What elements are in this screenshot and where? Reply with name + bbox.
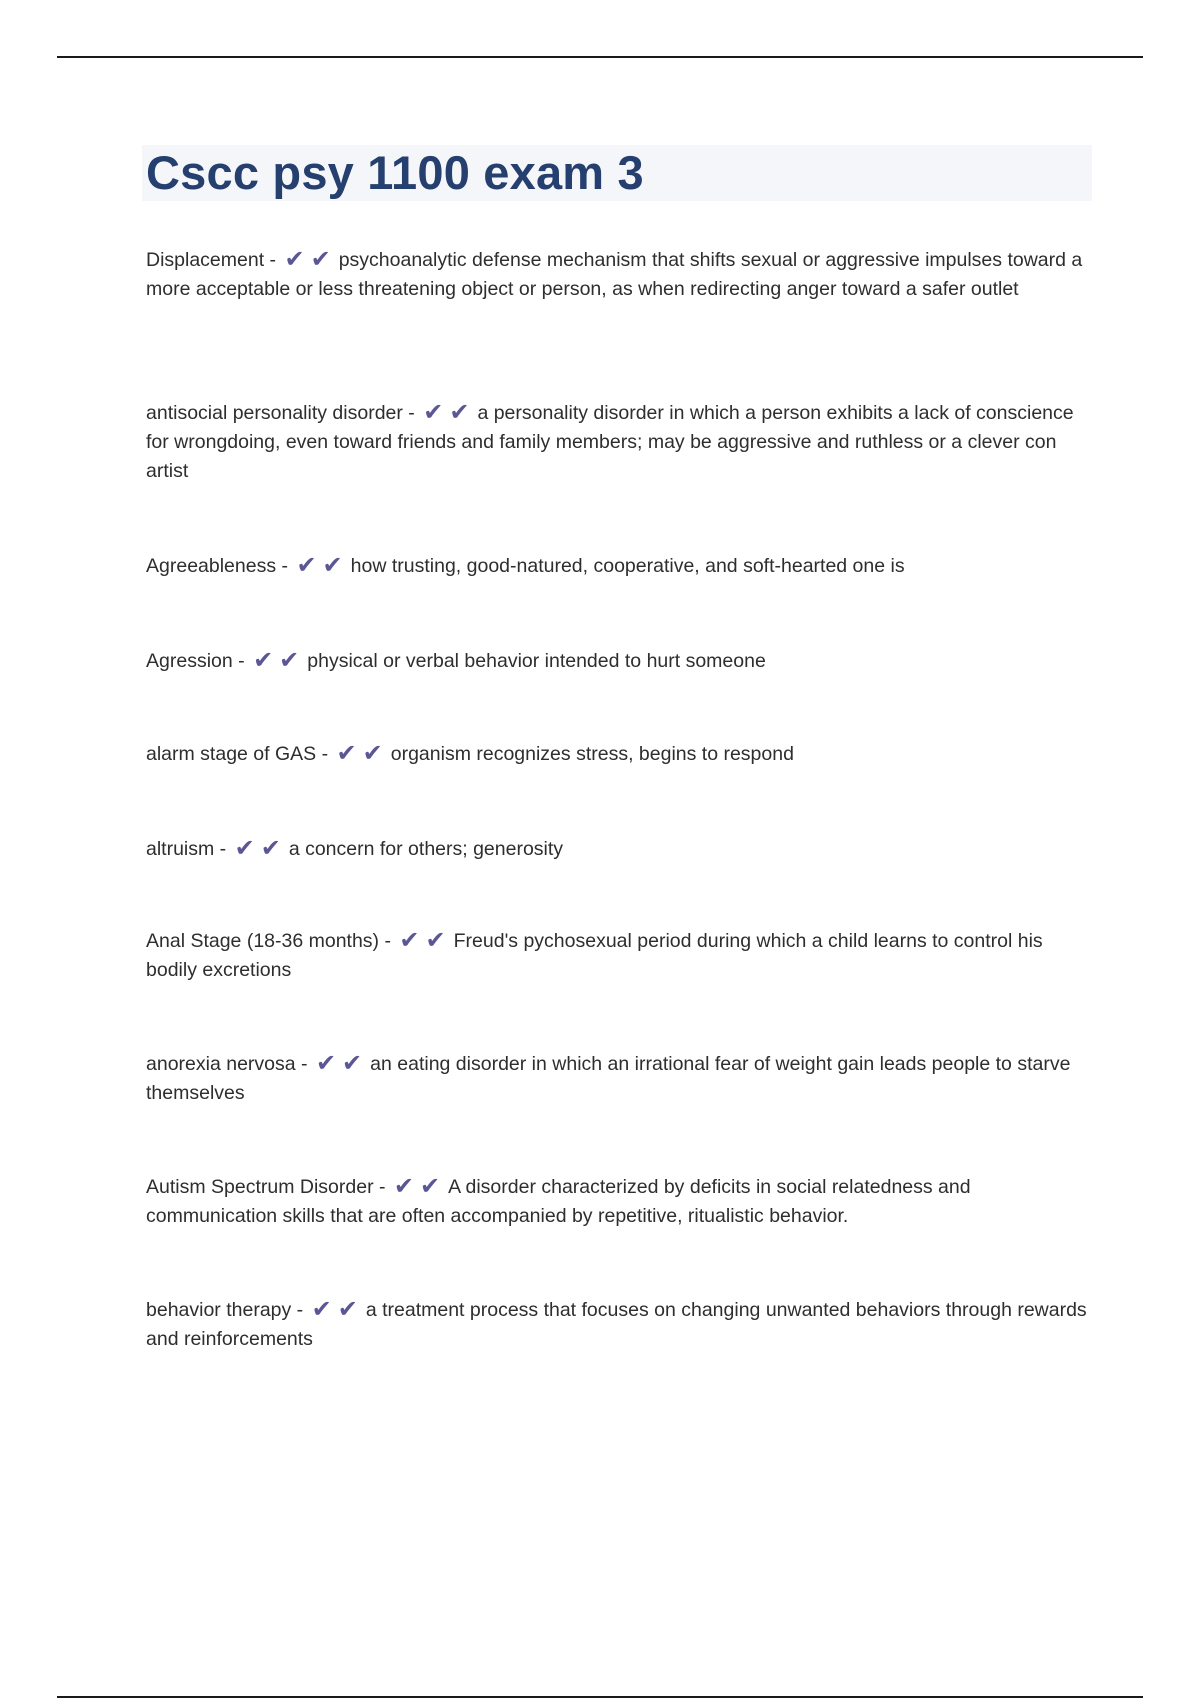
entry-definition: an eating disorder in which an irrational fear of weight gain leads people to starve themselves [146,1053,1071,1104]
entry-separator: - [232,650,251,672]
entry-separator: - [373,1176,391,1198]
entry-term: Agreeableness [146,555,277,577]
entry-definition: a treatment process that focuses on changing unwanted behaviors through rewards and reinforcements [146,1299,1087,1350]
list-item [146,1173,1096,1231]
entry-separator: - [291,1299,309,1321]
double-check-icon: ✔✔ [296,551,349,579]
list-item [146,647,1096,676]
double-check-icon: ✔✔ [393,1172,447,1200]
entry-term: behavior therapy [146,1299,292,1321]
entry-definition: Freud's pychosexual period during which a child learns to control his bodily excretions [146,930,1043,981]
double-check-icon: ✔✔ [253,646,306,674]
entry-term: antisocial personality disorder [146,402,403,424]
double-check-icon: ✔✔ [315,1049,369,1077]
list-item [146,399,1096,486]
double-check-icon: ✔✔ [234,834,287,862]
double-check-icon: ✔✔ [284,245,337,273]
list-item [146,1296,1096,1354]
entry-separator: - [402,402,421,424]
entry-definition: a concern for others; generosity [288,838,564,860]
top-rule [57,56,1143,58]
entry-separator: - [295,1053,313,1075]
entry-definition: organism recognizes stress, begins to respond [390,743,794,765]
entry-definition: a personality disorder in which a person exhibits a lack of conscience for wrongdoing, even toward friends and family members; may be aggressive and ruthless or a clever con artist [146,402,1074,482]
list-item [146,1050,1096,1108]
page-title: Cscc psy 1100 exam 3 [146,146,644,199]
list-item [146,552,1096,581]
entry-definition: how trusting, good-natured, cooperative, and soft-hearted one is [350,555,905,577]
entry-separator: - [316,743,334,765]
entry-term: anorexia nervosa [146,1053,296,1075]
bottom-rule [57,1696,1143,1698]
entry-term: Autism Spectrum Disorder [146,1176,374,1198]
entry-definition: psychoanalytic defense mechanism that shifts sexual or aggressive impulses toward a more acceptable or less threatening object or person, as when redirecting anger toward a safer outlet [146,249,1083,300]
list-item [146,835,1096,864]
double-check-icon: ✔✔ [311,1295,364,1323]
entry-term: Anal Stage (18-36 months) [146,930,380,952]
entry-separator: - [264,249,282,271]
entry-term: Agression [146,650,233,672]
title-banner [142,145,1092,201]
entry-definition: physical or verbal behavior intended to hurt someone [307,650,766,672]
double-check-icon: ✔✔ [423,398,476,426]
entry-term: altruism [146,838,215,860]
double-check-icon: ✔✔ [399,926,452,954]
list-item [146,246,1096,304]
entry-term: alarm stage of GAS [146,743,317,765]
list-item [146,927,1096,985]
double-check-icon: ✔✔ [336,739,389,767]
entry-separator: - [379,930,397,952]
entry-definition: A disorder characterized by deficits in social relatedness and communication skills that are often accompanied by repetitive, ritualistic behavior. [146,1176,971,1227]
entry-separator: - [276,555,294,577]
entry-term: Displacement [146,249,265,271]
entry-separator: - [214,838,232,860]
list-item [146,740,1096,769]
